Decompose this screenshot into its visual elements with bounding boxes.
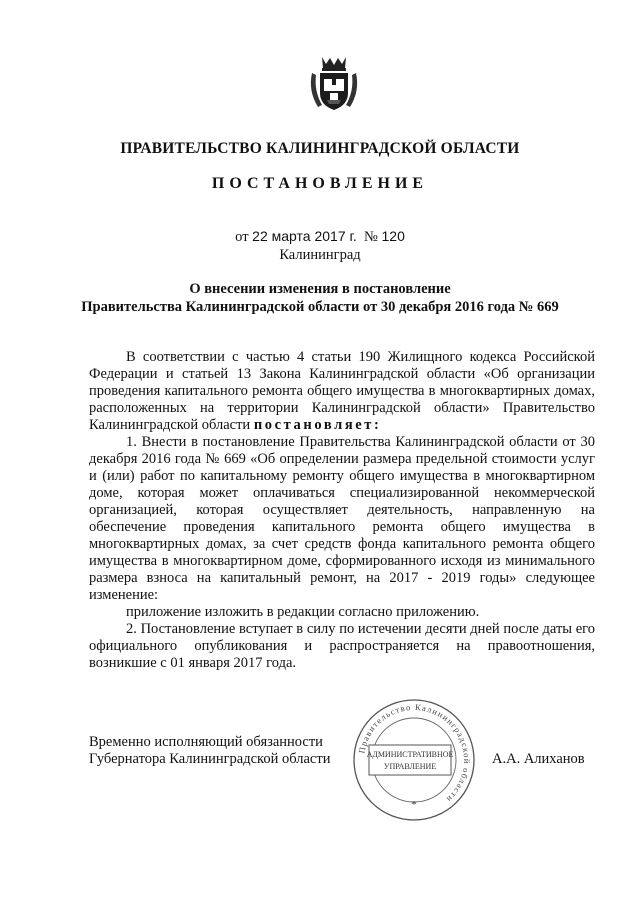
date-prefix: от (235, 229, 249, 245)
position-line-1: Временно исполняющий обязанности (89, 734, 323, 750)
document-subject (0, 281, 640, 316)
document-type: ПОСТАНОВЛЕНИЕ (211, 175, 429, 192)
paragraph-item-2: 2. Постановление вступает в силу по истечении десяти дней после даты его официального опубликования и распространяется на правоотношения, возникшие с 01 января 2017 года. (89, 621, 595, 671)
official-seal (351, 697, 477, 823)
paragraph-preamble (89, 349, 595, 434)
seal-ring-text: Правительство Калининградской области (356, 701, 473, 806)
kaliningrad-coat-of-arms-icon (308, 55, 360, 113)
seal-center-line-2: УПРАВЛЕНИЕ (383, 762, 437, 771)
resolves-keyword: постановляет: (253, 417, 382, 433)
paragraph-item-1: 1. Внести в постановление Правительства Калининградской области от 30 декабря 2016 года № 669 «Об определении размера предельной стоимости услуг и (или) работ по капитальному ремонту общего имущества в многоквартирном доме, которая может оплачиваться специализированной некоммерческой организацией, которая осуществляет деятельность, направленную на обеспечение проведения капитального ремонта общего имущества в многоквартирных домах, за счет средств фонда капитального ремонта общего имущества в многоквартирном доме, сформированного исходя из минимального размера взноса на капитальный ремонт, на 2017 - 2019 годы» следующее изменение: (89, 434, 595, 603)
paragraph-appendix: приложение изложить в редакции согласно приложению. (126, 604, 480, 620)
document-date-line (0, 228, 640, 246)
document-date: 22 марта 2017 г. (252, 228, 357, 244)
signatory-name: А.А. Алиханов (492, 751, 585, 767)
city: Калининград (279, 247, 361, 263)
government-name: ПРАВИТЕЛЬСТВО КАЛИНИНГРАДСКОЙ ОБЛАСТИ (120, 140, 520, 157)
subject-line-2: Правительства Калининградской области от 30 декабря 2016 года № 669 (81, 298, 559, 315)
position-line-2: Губернатора Калининградской области (89, 751, 331, 767)
preamble-text: В соответствии с частью 4 статьи 190 Жилищного кодекса Российской Федерации и статьей 13 Закона Калининградской области «Об организации проведения капитального ремонта общего имущества в многоквартирных домах, расположенных на территории Калининградской области» Правительство Калининградской области (89, 349, 595, 433)
document-number: 120 (381, 228, 405, 244)
subject-line-1: О внесении изменения в постановление (189, 281, 451, 297)
number-sign: № (364, 229, 378, 245)
signatory-position (89, 734, 330, 768)
seal-star: * (411, 799, 417, 811)
document-body (89, 349, 595, 672)
seal-center-line-1: АДМИНИСТРАТИВНОЕ (366, 750, 454, 759)
